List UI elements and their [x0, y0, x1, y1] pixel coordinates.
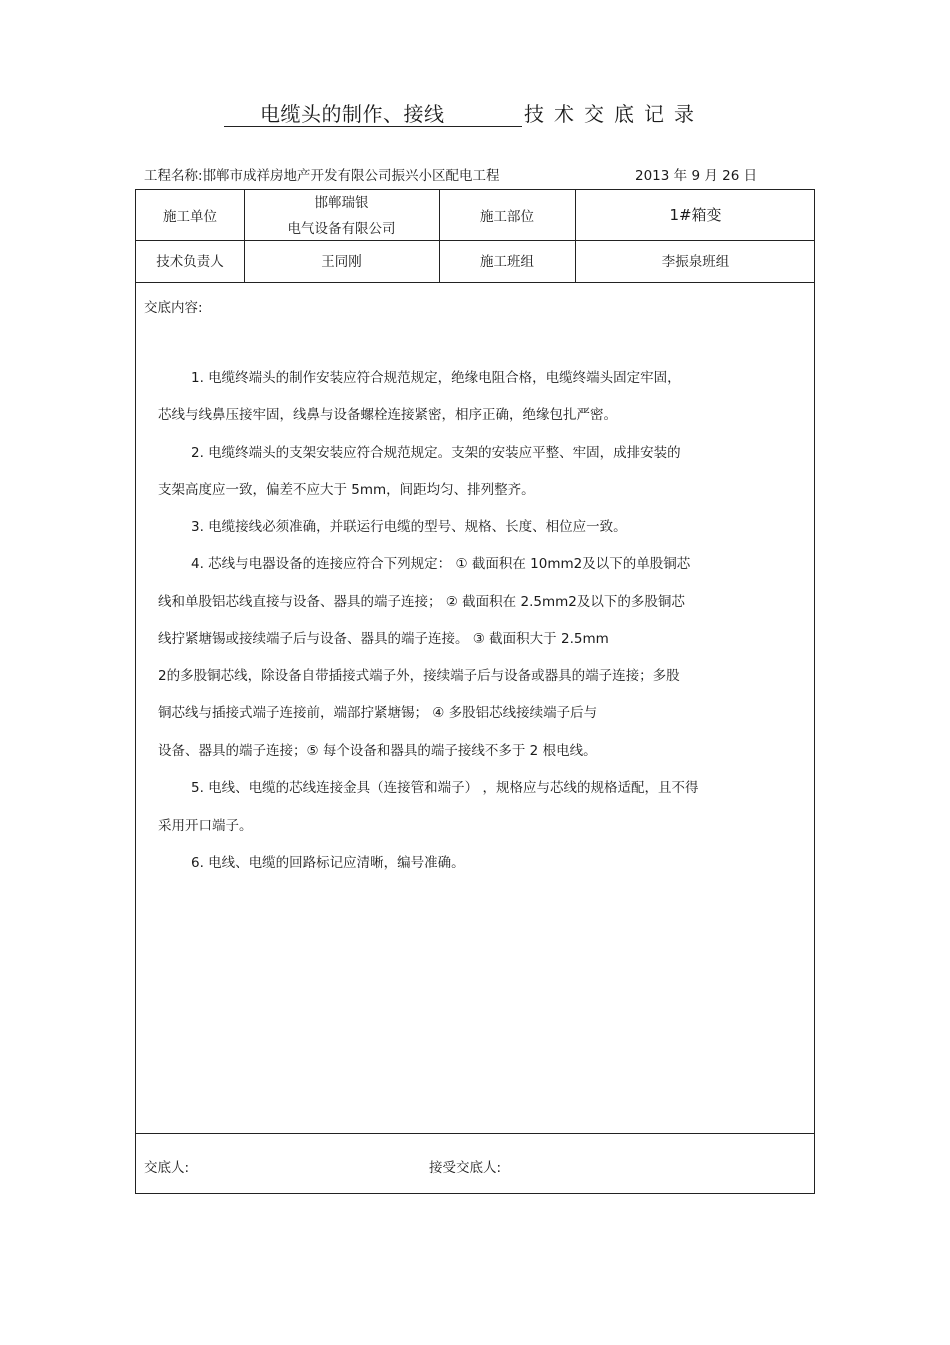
project-name: 邯郸市成祥房地产开发有限公司振兴小区配电工程 [202, 168, 500, 184]
handover-person-label: 交底人: [144, 1160, 190, 1176]
team-value: 李振泉班组 [661, 254, 730, 270]
unit-label: 施工单位 [163, 209, 217, 225]
content-line: 2. 电缆终端头的支架安装应符合规范规定。支架的安装应平整、牢固，成排安装的 [191, 445, 681, 461]
project-label: 工程名称: [144, 168, 203, 184]
title-suffix: 技术交底记录 [524, 102, 704, 126]
receiver-person-label: 接受交底人: [429, 1160, 502, 1176]
content-line: 3. 电缆接线必须准确，并联运行电缆的型号、规格、长度、相位应一致。 [191, 519, 627, 535]
content-line: 铜芯线与插接式端子连接前，端部拧紧塘锡； ④ 多股铝芯线接续端子后与 [158, 705, 598, 721]
record-form [135, 189, 815, 1194]
part-label: 施工部位 [480, 209, 534, 225]
content-line: 线拧紧塘锡或接续端子后与设备、器具的端子连接。 ③ 截面积大于 2.5mm [158, 631, 609, 647]
row-divider [136, 1133, 814, 1134]
row-divider [136, 282, 814, 283]
row-divider [136, 240, 814, 241]
record-date: 2013 年 9 月 26 日 [635, 168, 758, 184]
content-line: 线和单股铝芯线直接与设备、器具的端子连接； ② 截面积在 2.5mm2及以下的多股铜芯 [158, 594, 685, 610]
content-label: 交底内容: [144, 300, 203, 316]
content-line: 芯线与线鼻压接牢固，线鼻与设备螺栓连接紧密，相序正确，绝缘包扎严密。 [158, 407, 617, 423]
content-line: 4. 芯线与电器设备的连接应符合下列规定： ① 截面积在 10mm2及以下的单股铜芯 [191, 556, 691, 572]
project-name-line [144, 164, 500, 184]
content-line: 6. 电线、电缆的回路标记应清晰，编号准确。 [191, 855, 465, 871]
title-subject: 电缆头的制作、接线 [260, 102, 445, 126]
unit-value-line2: 电气设备有限公司 [287, 221, 396, 237]
document-title [0, 96, 950, 130]
content-line: 支架高度应一致，偏差不应大于 5mm，间距均匀、排列整齐。 [158, 482, 535, 498]
content-line: 设备、器具的端子连接；⑤ 每个设备和器具的端子接线不多于 2 根电线。 [158, 743, 597, 759]
content-line: 1. 电缆终端头的制作安装应符合规范规定，绝缘电阻合格，电缆终端头固定牢固， [191, 370, 681, 386]
content-line: 2的多股铜芯线，除设备自带插接式端子外，接续端子后与设备或器具的端子连接；多股 [158, 668, 680, 684]
project-header [144, 164, 784, 184]
part-value: 1#箱变 [669, 206, 722, 224]
team-label: 施工班组 [480, 254, 534, 270]
content-line: 采用开口端子。 [158, 818, 253, 834]
content-line: 5. 电线、电缆的芯线连接金具（连接管和端子） ，规格应与芯线的规格适配，且不得 [191, 780, 699, 796]
unit-value-line1: 邯郸瑞银 [314, 195, 369, 211]
tech-label: 技术负责人 [156, 254, 224, 270]
tech-value: 王同刚 [321, 254, 362, 270]
